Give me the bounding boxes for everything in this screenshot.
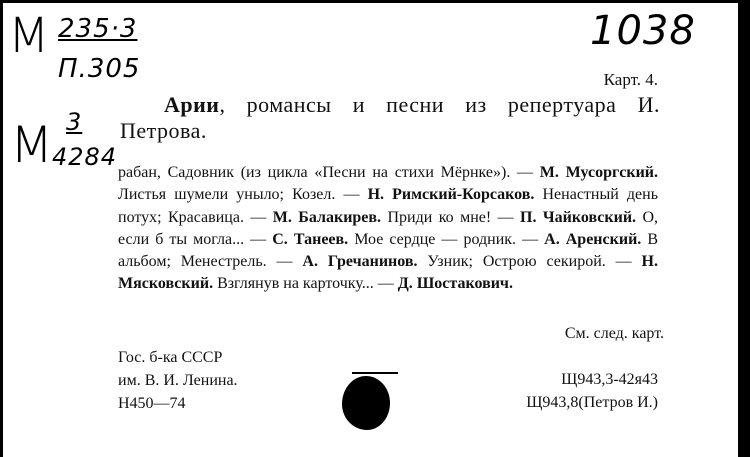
body-song-text: Узник; Острою секирой. — bbox=[417, 253, 642, 271]
handwritten-shelfmark-upper: 235·3 bbox=[58, 14, 138, 44]
library-imprint bbox=[118, 346, 238, 415]
classification-code-2: Щ943,8(Петров И.) bbox=[526, 394, 658, 411]
body-composer-name: Н. Римский-Корсаков. bbox=[367, 186, 535, 204]
classification-codes bbox=[526, 368, 658, 414]
body-song-text: В альбом; Менестрель. — bbox=[118, 230, 659, 271]
body-song-text: Приди ко мне! — bbox=[381, 208, 521, 226]
card-edge-left bbox=[0, 0, 3, 457]
body-song-text: Листья шумели уныло; Козел. — bbox=[118, 186, 368, 204]
body-song-text: О, если б ты могла... — bbox=[118, 208, 659, 248]
library-line-2: им. В. И. Ленина. bbox=[118, 372, 238, 389]
punch-hole-mark bbox=[352, 372, 398, 374]
card-edge-right bbox=[738, 0, 750, 457]
library-line-1: Гос. б-ка СССР bbox=[118, 349, 223, 366]
see-next-card: См. след. карт. bbox=[564, 325, 664, 342]
punch-hole bbox=[342, 376, 390, 430]
card-sequence-label: Карт. 4. bbox=[603, 70, 658, 89]
card-title bbox=[120, 92, 660, 144]
body-song-text: Взглянув на карточку... — bbox=[213, 275, 398, 293]
card-edge-top bbox=[0, 0, 750, 3]
classification-code-1: Щ943,3-42я43 bbox=[561, 371, 658, 388]
body-composer-name: М. Мусоргский. bbox=[539, 164, 659, 181]
handwritten-card-number: 1038 bbox=[590, 8, 696, 54]
body-composer-name: М. Балакирев. bbox=[272, 208, 382, 226]
body-song-text: рабан, Садовник (из цикла «Песни на стихи Мёрнке»). — bbox=[118, 164, 540, 181]
title-bold: Арии bbox=[164, 92, 220, 117]
handwritten-shelfmark-lower: П.305 bbox=[58, 54, 141, 84]
body-composer-name: Д. Шостакович. bbox=[397, 275, 513, 293]
body-composer-name: С. Танеев. bbox=[272, 230, 349, 248]
handwritten-second-letter: М bbox=[10, 116, 55, 174]
library-line-3: Н450—74 bbox=[118, 395, 186, 412]
card-body-text bbox=[118, 162, 658, 296]
handwritten-second-lower: 4284 bbox=[52, 143, 118, 171]
body-composer-name: Н. Мясковский. bbox=[118, 253, 658, 293]
body-song-text: Ненастный день потух; Красавица. — bbox=[118, 186, 658, 226]
body-song-text: Мое сердце — родник. — bbox=[348, 230, 545, 248]
body-composer-name: А. Гречанинов. bbox=[302, 253, 418, 271]
handwritten-shelfmark-letter: М bbox=[8, 8, 51, 64]
handwritten-second-upper: 3 bbox=[66, 108, 83, 136]
body-composer-name: П. Чайковский. bbox=[520, 208, 637, 226]
title-rest: , романсы и песни из репертуара И. Петрова. bbox=[120, 92, 660, 143]
body-composer-name: А. Аренский. bbox=[544, 230, 642, 248]
